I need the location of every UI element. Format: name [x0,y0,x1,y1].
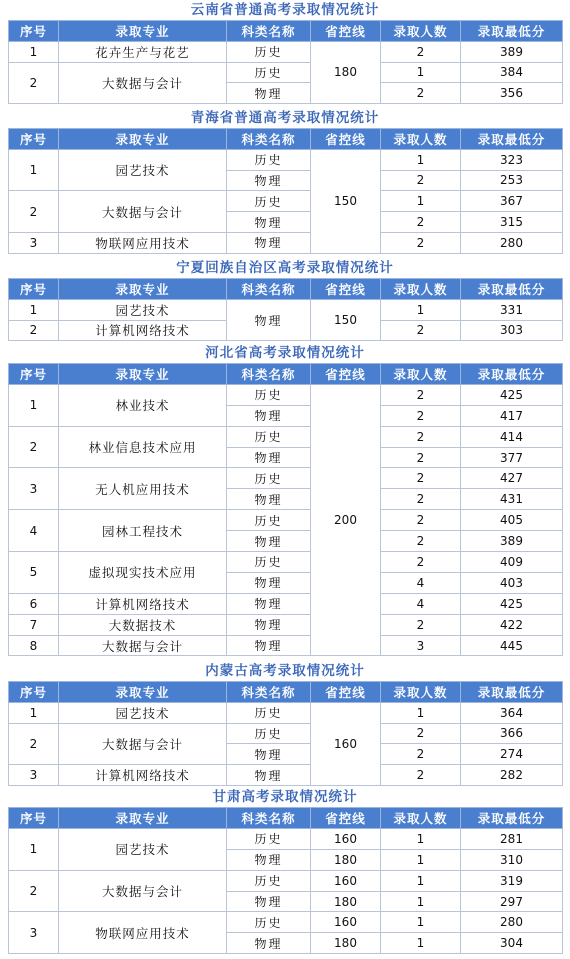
minimum-score: 356 [461,83,563,104]
column-header: 录取最低分 [461,682,563,703]
table-row [9,912,563,933]
province-section [8,0,562,104]
admitted-count: 2 [381,765,461,786]
subject-type: 历史 [227,552,311,573]
column-header: 序号 [9,808,59,829]
minimum-score: 303 [461,320,563,341]
admitted-count: 1 [381,191,461,212]
province-section [8,343,562,656]
major-name: 花卉生产与花艺 [59,41,227,62]
province-section [8,787,562,954]
admitted-count: 2 [381,744,461,765]
column-header: 科类名称 [227,364,311,385]
major-name: 大数据与会计 [59,870,227,912]
minimum-score: 281 [461,828,563,849]
column-header: 录取专业 [59,129,227,150]
major-name: 园艺技术 [59,828,227,870]
table-row [9,723,563,744]
row-number: 2 [9,870,59,912]
minimum-score: 304 [461,933,563,954]
major-name: 物联网应用技术 [59,912,227,954]
column-header: 省控线 [311,808,381,829]
header-row [9,279,563,300]
minimum-score: 445 [461,635,563,656]
major-name: 大数据与会计 [59,191,227,233]
minimum-score: 282 [461,765,563,786]
major-name: 大数据与会计 [59,62,227,104]
admitted-count: 2 [381,320,461,341]
admission-table [8,128,563,254]
column-header: 序号 [9,21,59,42]
column-header: 录取专业 [59,682,227,703]
table-row [9,468,563,489]
admitted-count: 1 [381,912,461,933]
admitted-count: 2 [381,212,461,233]
admitted-count: 2 [381,468,461,489]
minimum-score: 253 [461,170,563,191]
column-header: 录取最低分 [461,364,563,385]
column-header: 录取专业 [59,279,227,300]
admitted-count: 2 [381,232,461,253]
subject-type: 历史 [227,426,311,447]
control-line: 150 [311,149,381,253]
admitted-count: 2 [381,552,461,573]
major-name: 无人机应用技术 [59,468,227,510]
major-name: 计算机网络技术 [59,765,227,786]
admitted-count: 1 [381,933,461,954]
row-number: 3 [9,468,59,510]
subject-type: 物理 [227,849,311,870]
admitted-count: 2 [381,723,461,744]
admitted-count: 2 [381,83,461,104]
subject-type: 物理 [227,212,311,233]
column-header: 省控线 [311,21,381,42]
subject-type: 历史 [227,191,311,212]
province-section [8,258,562,341]
minimum-score: 389 [461,531,563,552]
major-name: 计算机网络技术 [59,320,227,341]
column-header: 录取人数 [381,279,461,300]
row-number: 1 [9,702,59,723]
admitted-count: 1 [381,828,461,849]
subject-type: 历史 [227,828,311,849]
row-number: 2 [9,320,59,341]
minimum-score: 414 [461,426,563,447]
subject-type: 历史 [227,510,311,531]
province-section [8,661,562,786]
major-name: 大数据与会计 [59,635,227,656]
table-row [9,384,563,405]
row-number: 3 [9,765,59,786]
row-number: 3 [9,912,59,954]
subject-type: 历史 [227,870,311,891]
section-title: 河北省高考录取情况统计 [205,345,365,361]
table-row [9,510,563,531]
row-number: 2 [9,426,59,468]
section-title: 云南省普通高考录取情况统计 [190,2,380,18]
admitted-count: 2 [381,447,461,468]
admitted-count: 1 [381,891,461,912]
column-header: 录取人数 [381,21,461,42]
column-header: 省控线 [311,682,381,703]
column-header: 录取人数 [381,808,461,829]
header-row [9,682,563,703]
subject-type: 物理 [227,593,311,614]
major-name: 林业技术 [59,384,227,426]
minimum-score: 366 [461,723,563,744]
control-line: 180 [311,41,381,103]
column-header: 科类名称 [227,279,311,300]
minimum-score: 431 [461,489,563,510]
column-header: 录取人数 [381,129,461,150]
admission-table [8,20,563,104]
subject-type: 物理 [227,614,311,635]
minimum-score: 405 [461,510,563,531]
row-number: 2 [9,62,59,104]
column-header: 科类名称 [227,129,311,150]
control-line: 160 [311,870,381,891]
subject-type: 历史 [227,912,311,933]
admitted-count: 2 [381,170,461,191]
admitted-count: 2 [381,531,461,552]
row-number: 2 [9,723,59,765]
admitted-count: 2 [381,510,461,531]
column-header: 省控线 [311,129,381,150]
subject-type: 物理 [227,83,311,104]
header-row [9,129,563,150]
major-name: 林业信息技术应用 [59,426,227,468]
column-header: 录取最低分 [461,129,563,150]
column-header: 录取最低分 [461,808,563,829]
admission-table [8,278,563,341]
row-number: 1 [9,149,59,191]
row-number: 1 [9,41,59,62]
minimum-score: 425 [461,593,563,614]
major-name: 园艺技术 [59,702,227,723]
admitted-count: 2 [381,489,461,510]
table-row [9,593,563,614]
minimum-score: 384 [461,62,563,83]
subject-type: 物理 [227,572,311,593]
minimum-score: 422 [461,614,563,635]
subject-type: 物理 [227,447,311,468]
admitted-count: 2 [381,41,461,62]
admitted-count: 3 [381,635,461,656]
section-title: 青海省普通高考录取情况统计 [190,110,380,126]
admitted-count: 2 [381,405,461,426]
column-header: 科类名称 [227,808,311,829]
minimum-score: 331 [461,299,563,320]
minimum-score: 367 [461,191,563,212]
subject-type: 物理 [227,232,311,253]
subject-type: 物理 [227,765,311,786]
minimum-score: 323 [461,149,563,170]
row-number: 1 [9,299,59,320]
major-name: 园艺技术 [59,299,227,320]
minimum-score: 403 [461,572,563,593]
admitted-count: 4 [381,593,461,614]
minimum-score: 389 [461,41,563,62]
table-row [9,552,563,573]
admitted-count: 1 [381,299,461,320]
row-number: 3 [9,232,59,253]
admission-table [8,681,563,786]
admitted-count: 1 [381,849,461,870]
minimum-score: 377 [461,447,563,468]
table-row [9,702,563,723]
subject-type: 历史 [227,723,311,744]
header-row [9,21,563,42]
table-row [9,870,563,891]
column-header: 录取最低分 [461,279,563,300]
table-row [9,828,563,849]
minimum-score: 310 [461,849,563,870]
admission-table [8,807,563,954]
minimum-score: 280 [461,912,563,933]
control-line: 180 [311,933,381,954]
minimum-score: 425 [461,384,563,405]
header-row [9,364,563,385]
major-name: 物联网应用技术 [59,232,227,253]
admitted-count: 1 [381,702,461,723]
subject-type: 历史 [227,702,311,723]
column-header: 录取最低分 [461,21,563,42]
column-header: 序号 [9,129,59,150]
control-line: 150 [311,299,381,341]
subject-type: 历史 [227,62,311,83]
subject-type: 物理 [227,170,311,191]
minimum-score: 364 [461,702,563,723]
subject-type: 物理 [227,405,311,426]
row-number: 4 [9,510,59,552]
column-header: 录取专业 [59,364,227,385]
admission-table [8,363,563,656]
subject-type: 物理 [227,489,311,510]
column-header: 录取专业 [59,808,227,829]
table-row [9,614,563,635]
section-title: 内蒙古高考录取情况统计 [205,663,365,679]
major-name: 计算机网络技术 [59,593,227,614]
column-header: 科类名称 [227,682,311,703]
major-name: 园艺技术 [59,149,227,191]
minimum-score: 280 [461,232,563,253]
subject-type: 历史 [227,41,311,62]
subject-type: 历史 [227,149,311,170]
control-line: 160 [311,702,381,785]
subject-type: 物理 [227,299,311,341]
header-row [9,808,563,829]
admitted-count: 1 [381,149,461,170]
table-row [9,426,563,447]
admitted-count: 2 [381,614,461,635]
subject-type: 历史 [227,384,311,405]
table-row [9,41,563,62]
column-header: 序号 [9,364,59,385]
column-header: 录取人数 [381,682,461,703]
column-header: 录取人数 [381,364,461,385]
minimum-score: 417 [461,405,563,426]
minimum-score: 274 [461,744,563,765]
admitted-count: 4 [381,572,461,593]
table-row [9,62,563,83]
row-number: 1 [9,828,59,870]
subject-type: 物理 [227,933,311,954]
table-row [9,232,563,253]
minimum-score: 319 [461,870,563,891]
subject-type: 物理 [227,891,311,912]
column-header: 科类名称 [227,21,311,42]
subject-type: 物理 [227,635,311,656]
major-name: 园林工程技术 [59,510,227,552]
control-line: 180 [311,849,381,870]
admitted-count: 1 [381,62,461,83]
section-title: 甘肃高考录取情况统计 [212,789,358,805]
row-number: 6 [9,593,59,614]
table-row [9,191,563,212]
row-number: 1 [9,384,59,426]
subject-type: 物理 [227,531,311,552]
row-number: 5 [9,552,59,594]
row-number: 7 [9,614,59,635]
table-row [9,765,563,786]
column-header: 省控线 [311,279,381,300]
control-line: 180 [311,891,381,912]
admitted-count: 2 [381,426,461,447]
row-number: 8 [9,635,59,656]
table-row [9,635,563,656]
major-name: 虚拟现实技术应用 [59,552,227,594]
row-number: 2 [9,191,59,233]
control-line: 160 [311,912,381,933]
subject-type: 历史 [227,468,311,489]
column-header: 序号 [9,682,59,703]
section-title: 宁夏回族自治区高考录取情况统计 [176,260,394,276]
table-row [9,299,563,320]
column-header: 序号 [9,279,59,300]
table-row [9,149,563,170]
control-line: 160 [311,828,381,849]
admitted-count: 2 [381,384,461,405]
admitted-count: 1 [381,870,461,891]
column-header: 省控线 [311,364,381,385]
subject-type: 物理 [227,744,311,765]
minimum-score: 409 [461,552,563,573]
minimum-score: 427 [461,468,563,489]
major-name: 大数据技术 [59,614,227,635]
column-header: 录取专业 [59,21,227,42]
major-name: 大数据与会计 [59,723,227,765]
minimum-score: 315 [461,212,563,233]
minimum-score: 297 [461,891,563,912]
control-line: 200 [311,384,381,656]
province-section [8,108,562,254]
